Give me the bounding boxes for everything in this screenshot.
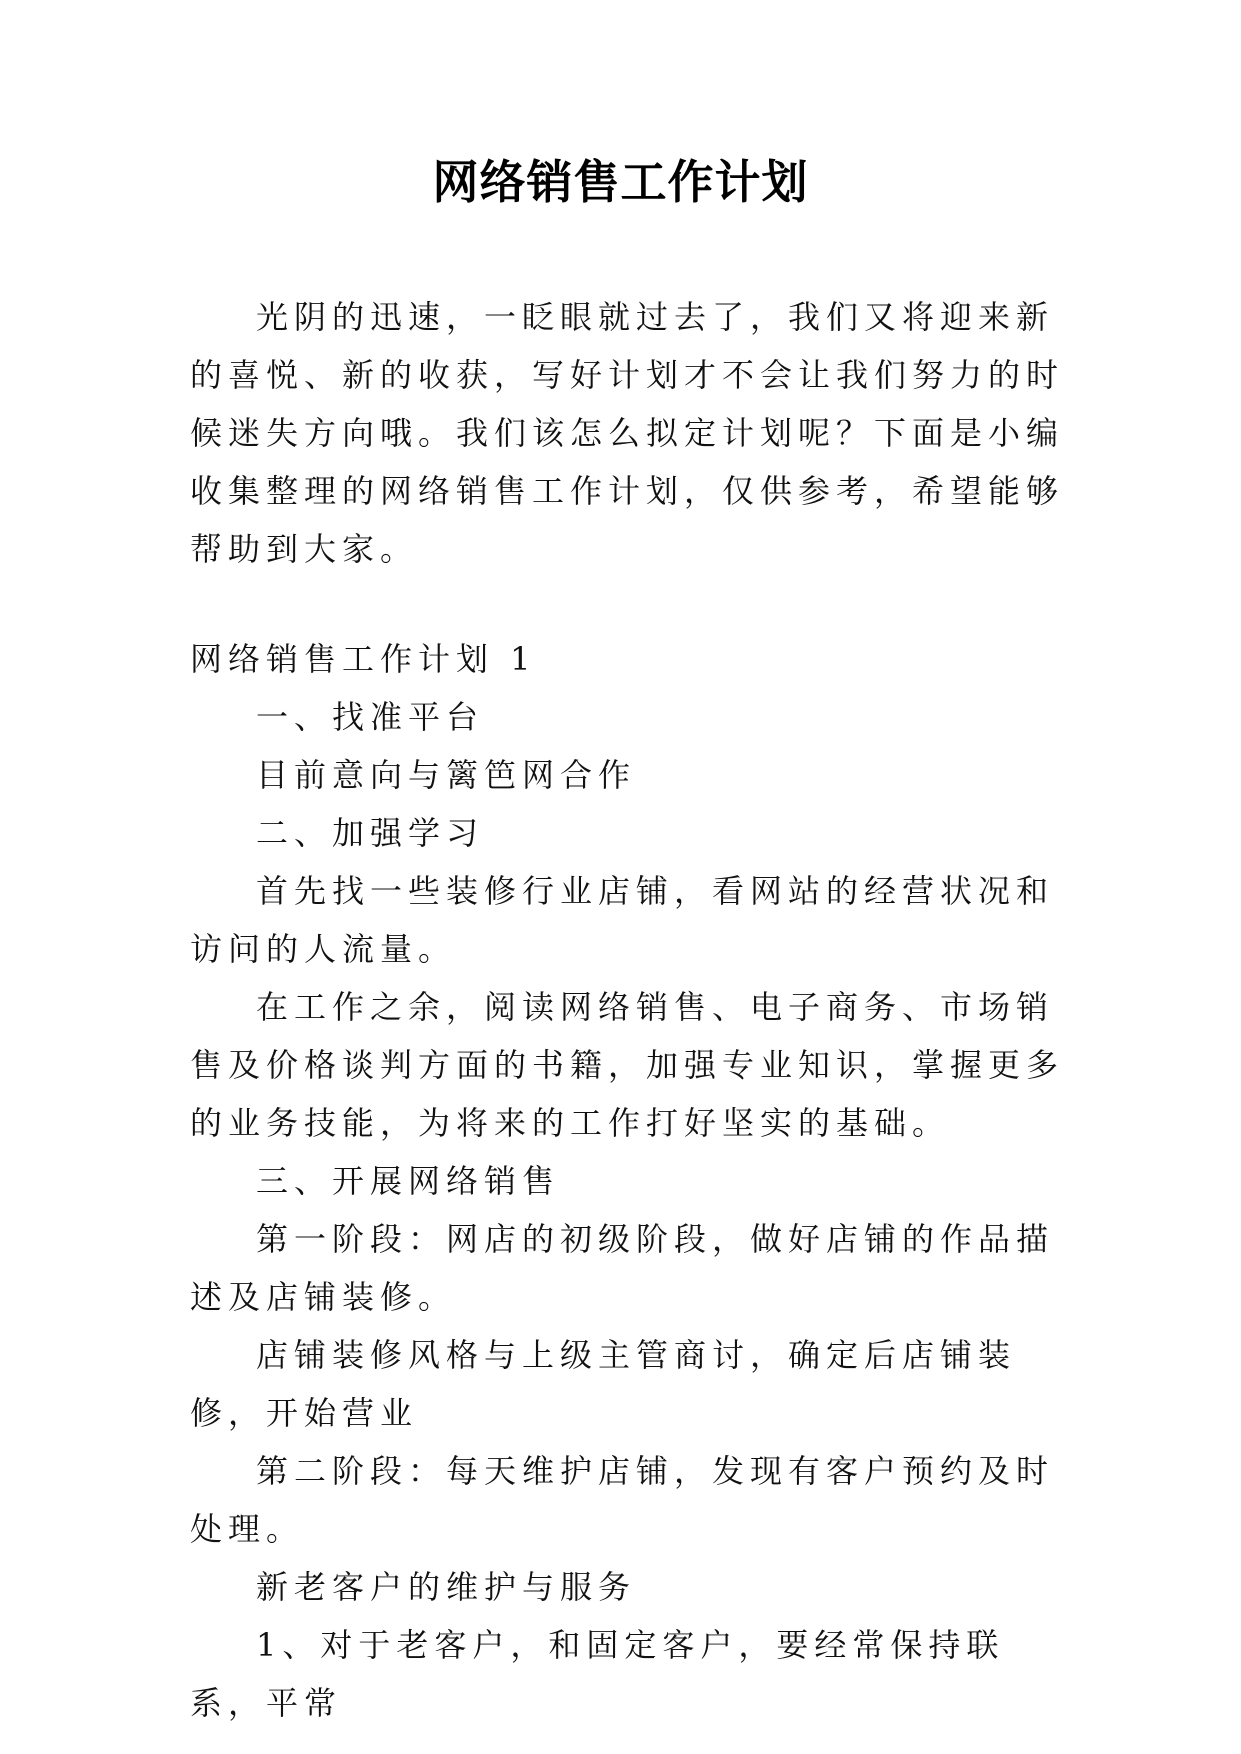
document-body — [190, 288, 1070, 1732]
paragraph-stage-one: 第一阶段：网店的初级阶段，做好店铺的作品描述及店铺装修。 — [190, 1220, 1055, 1316]
paragraph-reading-plan: 在工作之余，阅读网络销售、电子商务、市场销售及价格谈判方面的书籍，加强专业知识，掌握更多的业务技能，为将来的工作打好坚实的基础。 — [190, 988, 1065, 1142]
heading-find-platform: 一、找准平台 — [256, 698, 485, 736]
section-heading: 网络销售工作计划 1 — [190, 640, 537, 678]
paragraph-research-shops: 首先找一些装修行业店铺，看网站的经营状况和访问的人流量。 — [190, 872, 1055, 968]
paragraph-shop-decoration: 店铺装修风格与上级主管商讨，确定后店铺装修，开始营业 — [190, 1336, 1017, 1432]
paragraph-customer-service: 新老客户的维护与服务 — [256, 1568, 637, 1606]
paragraph-stage-two: 第二阶段：每天维护店铺，发现有客户预约及时处理。 — [190, 1452, 1055, 1548]
paragraph-old-customers: 1、对于老客户，和固定客户，要经常保持联系，平常 — [190, 1626, 1005, 1722]
paragraph-platform-intent: 目前意向与篱笆网合作 — [256, 756, 637, 794]
paragraph-spacer — [190, 578, 1070, 630]
heading-strengthen-learning: 二、加强学习 — [256, 814, 485, 852]
intro-paragraph: 光阴的迅速，一眨眼就过去了，我们又将迎来新的喜悦、新的收获，写好计划才不会让我们努力的时候迷失方向哦。我们该怎么拟定计划呢？下面是小编收集整理的网络销售工作计划，仅供参考，希望能够帮助到大家。 — [190, 298, 1065, 568]
heading-online-sales: 三、开展网络销售 — [256, 1162, 561, 1200]
document-title: 网络销售工作计划 — [432, 155, 809, 209]
